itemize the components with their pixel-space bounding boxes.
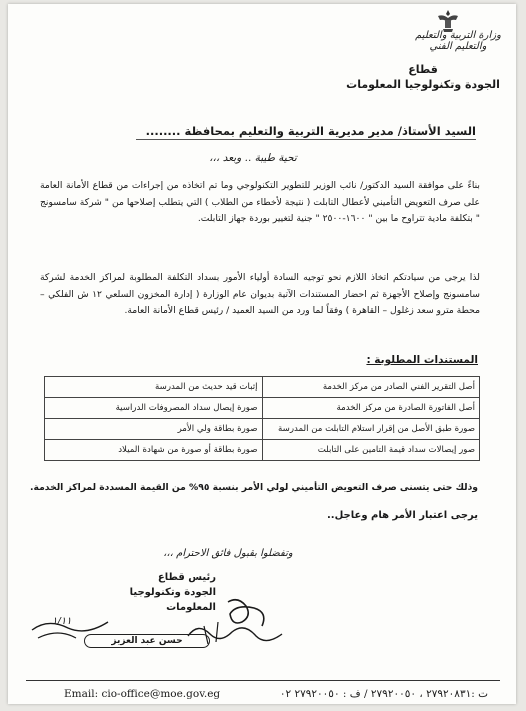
table-row xyxy=(45,440,480,461)
table-row xyxy=(45,419,480,440)
ministry-logo: وزارة التربية والتعليم والتعليم الفني xyxy=(415,30,501,52)
addressee: السيد الأستاذ/ مدير مديرية التربية والتعليم بمحافظة ........ xyxy=(136,124,476,140)
table-row xyxy=(45,377,480,398)
footer-divider xyxy=(26,680,500,681)
urgent-request: يرجى اعتبار الأمر هام وعاجل.. xyxy=(327,510,478,521)
signature-date: ١/١١ xyxy=(52,616,72,627)
table-cell: صورة طبق الأصل من إقرار استلام التابلت من المدرسة xyxy=(262,419,480,440)
required-docs-table xyxy=(44,376,480,461)
paragraph-instructions: لذا يرجى من سيادتكم اتخاذ اللازم نحو توجيه السادة أولياء الأمور بسداد التكلفة المطلوبة لمراكز الخدمة لشركة سامسونج وإصلاح الأجهزة ثم احضار المستندات الآتية بديوان عام الوزارة ( إدارة المخزون السلعي ١٢ ش الفلكي – محطة مترو سعد زغلول – القاهرة ) وفقاً لما ورد من السيد العميد / رئيس قطاع الأمانة العامة. xyxy=(40,272,480,316)
letter-page xyxy=(8,4,516,704)
footer-phone: ت :٢٧٩٢٠٨٣١ ، ٢٧٩٢٠٠٥٠ / ف : ٢٧٩٢٠٠٥٠ ٠٢ xyxy=(279,688,488,700)
greeting: تحية طيبة .. وبعد ،،، xyxy=(209,152,297,164)
table-cell: إثبات قيد حديث من المدرسة xyxy=(45,377,263,398)
signatory-name: حسن عبد العزيز xyxy=(84,634,210,648)
sector-name xyxy=(338,62,508,92)
closing-line: وتفضلوا بقبول فائق الاحترام ،،، xyxy=(163,548,293,559)
paragraph-intro: بناءً على موافقة السيد الدكتور/ نائب الوزير للتطوير التكنولوجي وما تم اتخاذه من إجراءات من قطاع الأمانة العامة على صرف التعويض التأميني لأعطال التابلت ( نتيجة لأخطاء من الطلاب ) التي يتطلب إصلاحها من " شركة سامسونج " بتكلفة مادية تتراوح ما بين " ١٦٠٠-٢٥٠٠ " جنية لتغيير بوردة جهاز التابلت. xyxy=(40,180,480,224)
sector-department: الجودة وتكنولوجيا المعلومات xyxy=(346,78,500,91)
table-row xyxy=(45,398,480,419)
table-cell: صورة إيصال سداد المصروفات الدراسية xyxy=(45,398,263,419)
sector-label: قطاع xyxy=(408,63,438,76)
signature-title-line: الجودة وتكنولوجيا المعلومات xyxy=(129,587,216,613)
footer-email: Email: cio-office@moe.gov.eg xyxy=(64,688,221,700)
table-cell: أصل الفاتورة الصادرة من مركز الخدمة xyxy=(262,398,480,419)
table-cell: صورة بطاقة أو صورة من شهادة الميلاد xyxy=(45,440,263,461)
table-cell: صور إيصالات سداد قيمة التامين على التابلت xyxy=(262,440,480,461)
signature-title-line: رئيس قطاع xyxy=(157,572,216,583)
table-cell: أصل التقرير الفني الصادر من مركز الخدمة xyxy=(262,377,480,398)
table-cell: صورة بطاقة ولي الأمر xyxy=(45,419,263,440)
required-docs-title: المستندات المطلوبة : xyxy=(366,354,478,366)
compensation-note: وذلك حتى يتسنى صرف التعويض التأميني لولي الأمر بنسبة ٩٥% من القيمة المسددة لمراكز الخدمة. xyxy=(30,482,478,493)
